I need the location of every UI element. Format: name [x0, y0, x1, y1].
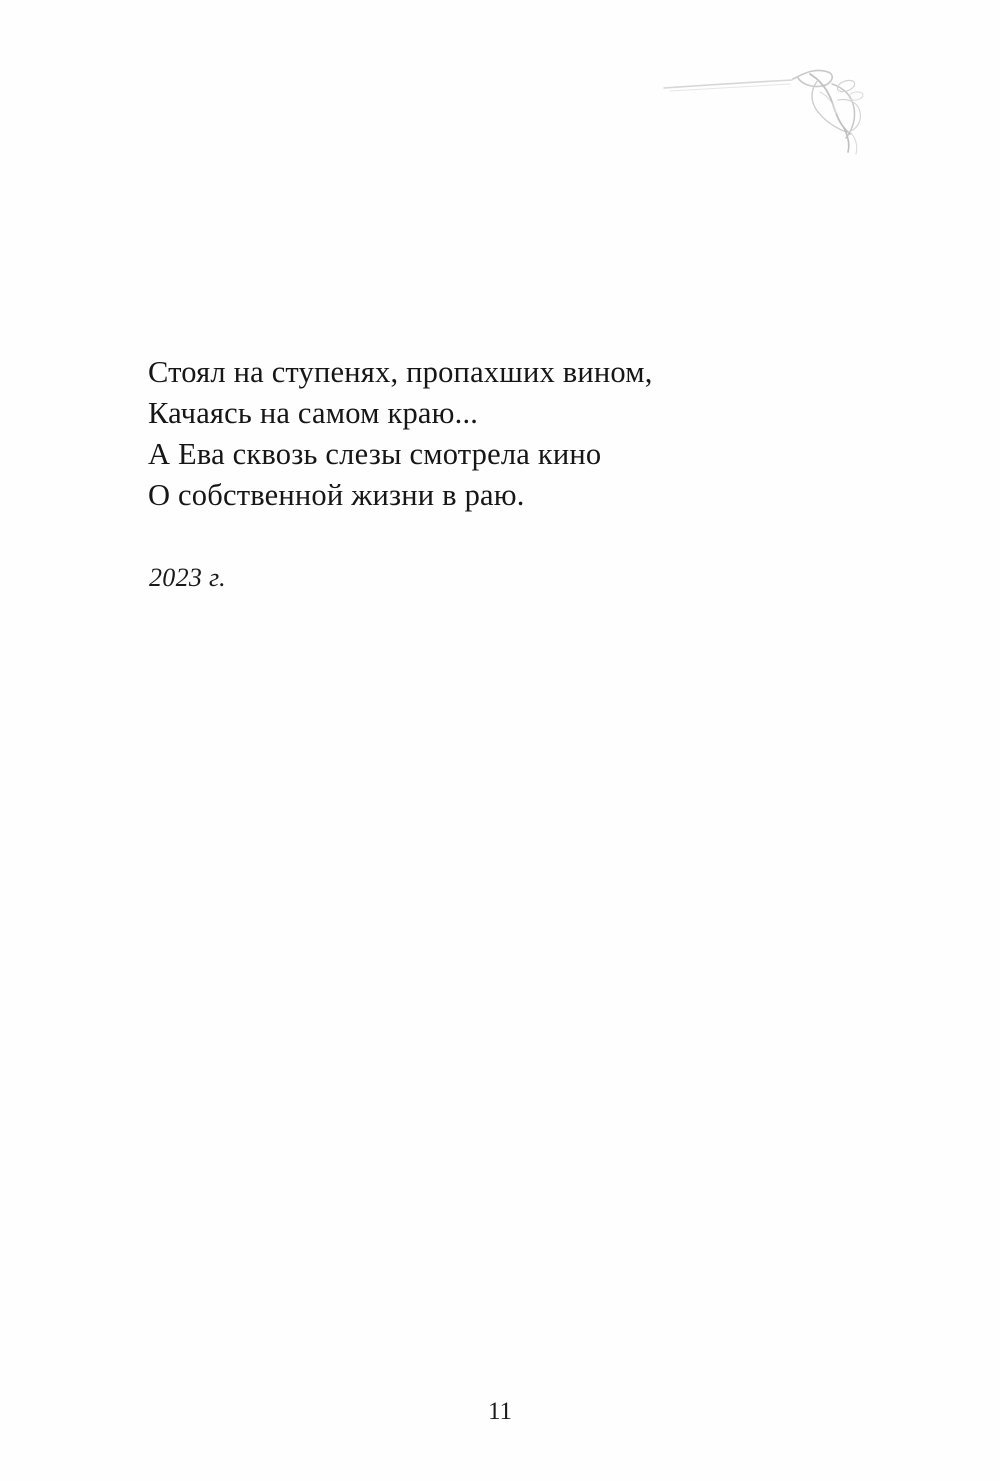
poem-line: Качаясь на самом краю... [148, 396, 479, 430]
poem-date: 2023 г. [149, 563, 226, 592]
poem-line: Стоял на ступенях, пропахших вином, [148, 355, 653, 389]
poem-line: А Ева сквозь слезы смотрела кино [148, 437, 602, 471]
decorative-flourish-icon [660, 62, 900, 172]
page-number: 11 [487, 1398, 513, 1425]
poem-line: О собственной жизни в раю. [148, 478, 525, 512]
poem-stanza [148, 352, 848, 516]
